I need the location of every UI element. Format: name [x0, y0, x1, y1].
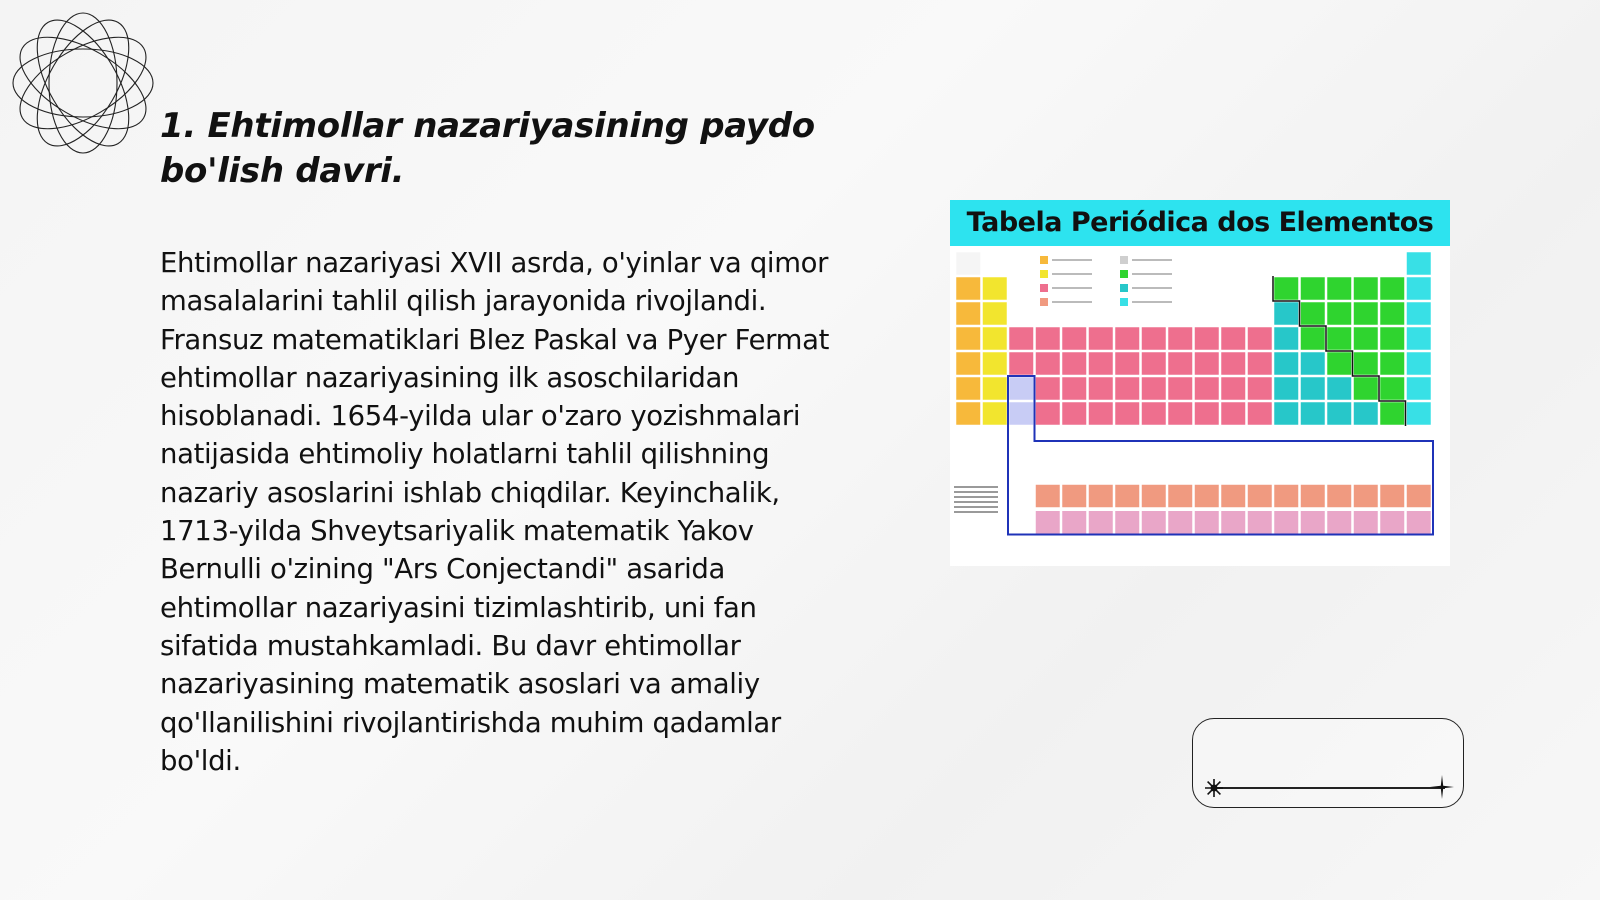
- legend-line: [1052, 273, 1092, 275]
- element-cell: [1301, 511, 1326, 534]
- element-cell: [1089, 485, 1114, 508]
- element-cell: [1354, 485, 1379, 508]
- periodic-table-title: Tabela Periódica dos Elementos: [950, 200, 1450, 246]
- element-cell: [1274, 377, 1299, 400]
- legend-line: [1052, 301, 1092, 303]
- legend-swatch: [1120, 284, 1128, 292]
- caption-line: [954, 501, 998, 503]
- slide-title: 1. Ehtimollar nazariyasining paydo bo'lish davri.: [160, 106, 815, 191]
- element-cell: [1327, 302, 1352, 325]
- element-cell: [1327, 377, 1352, 400]
- element-cell: [956, 327, 981, 350]
- element-cell: [1354, 327, 1379, 350]
- element-cell: [1248, 402, 1273, 425]
- legend-line: [1132, 273, 1172, 275]
- element-cell: [1062, 377, 1087, 400]
- element-cell: [1115, 327, 1140, 350]
- element-cell: [1221, 377, 1246, 400]
- slider-track: [1217, 787, 1445, 789]
- element-cell: [1221, 327, 1246, 350]
- element-cell: [956, 377, 981, 400]
- element-cell: [1354, 402, 1379, 425]
- element-cell: [1407, 252, 1432, 275]
- element-cell: [1407, 352, 1432, 375]
- element-cell: [1301, 485, 1326, 508]
- element-cell: [1380, 377, 1405, 400]
- element-cell: [1407, 277, 1432, 300]
- element-cell: [1168, 377, 1193, 400]
- element-cell: [983, 277, 1008, 300]
- element-cell: [1221, 402, 1246, 425]
- element-cell: [1036, 485, 1061, 508]
- element-cell: [1407, 327, 1432, 350]
- element-cell: [1115, 402, 1140, 425]
- decorative-slider-card: [1192, 718, 1464, 808]
- element-cell: [1407, 485, 1432, 508]
- element-cell: [1380, 302, 1405, 325]
- element-cell: [1009, 327, 1034, 350]
- element-cell: [1380, 352, 1405, 375]
- element-cell: [1036, 327, 1061, 350]
- element-cell: [956, 352, 981, 375]
- element-cell: [1248, 511, 1273, 534]
- element-cell: [1301, 352, 1326, 375]
- element-cell: [1354, 302, 1379, 325]
- element-cell: [1301, 377, 1326, 400]
- element-cell: [1354, 352, 1379, 375]
- slide-body-text: Ehtimollar nazariyasi XVII asrda, o'yinlar va qimor masalalarini tahlil qilish jarayonida rivojlandi. Fransuz matematiklari Blez Paskal va Pyer Fermat ehtimollar nazariyasining ilk asoschilaridan hisoblanadi. 1654-yilda ular o'zaro yozishmalari natijasida ehtimoliy holatlarni tahlil qilishning nazariy asoslarini ishlab chiqdilar. Keyinchalik, 1713-yilda Shveytsariyalik matematik Yakov Bernulli o'zining "Ars Conjectandi" asarida ehtimollar nazariyasini tizimlashtirib, uni fan sifatida mustahkamladi. Bu davr ehtimollar nazariyasining matematik asoslari va amaliy qo'llanilishini rivojlantirishda muhim qadamlar bo'ldi.: [160, 247, 830, 777]
- element-cell: [1274, 327, 1299, 350]
- element-cell: [1407, 402, 1432, 425]
- element-cell: [983, 302, 1008, 325]
- element-cell: [1354, 511, 1379, 534]
- element-cell: [1115, 352, 1140, 375]
- element-cell: [1062, 511, 1087, 534]
- element-cell: [1009, 377, 1034, 400]
- legend-swatch: [1040, 270, 1048, 278]
- element-cell: [1195, 485, 1220, 508]
- element-cell: [1009, 402, 1034, 425]
- element-cell: [1115, 377, 1140, 400]
- element-cell: [1327, 352, 1352, 375]
- element-cell: [1195, 377, 1220, 400]
- element-cell: [1301, 402, 1326, 425]
- element-cell: [1248, 377, 1273, 400]
- element-cell: [956, 302, 981, 325]
- element-cell: [1089, 352, 1114, 375]
- element-cell: [1089, 402, 1114, 425]
- element-cell: [1195, 352, 1220, 375]
- element-cell: [1142, 327, 1167, 350]
- element-cell: [956, 277, 981, 300]
- element-cell: [1195, 402, 1220, 425]
- element-cell: [1327, 511, 1352, 534]
- element-cell: [1142, 352, 1167, 375]
- element-cell: [1301, 302, 1326, 325]
- legend-line: [1052, 287, 1092, 289]
- element-cell: [1115, 511, 1140, 534]
- element-cell: [1221, 485, 1246, 508]
- legend-line: [1132, 259, 1172, 261]
- element-cell: [1407, 377, 1432, 400]
- element-cell: [1142, 485, 1167, 508]
- periodic-table-grid: [950, 246, 1450, 566]
- element-cell: [1274, 302, 1299, 325]
- element-cell: [1062, 485, 1087, 508]
- element-cell: [1142, 511, 1167, 534]
- element-cell: [1248, 352, 1273, 375]
- legend-swatch: [1040, 284, 1048, 292]
- element-cell: [1380, 511, 1405, 534]
- element-cell: [1407, 302, 1432, 325]
- element-cell: [1248, 485, 1273, 508]
- element-cell: [1380, 485, 1405, 508]
- caption-line: [954, 511, 998, 513]
- legend-swatch: [1120, 270, 1128, 278]
- sun-burst-icon: [1203, 777, 1225, 799]
- element-cell: [1089, 511, 1114, 534]
- legend-line: [1132, 287, 1172, 289]
- element-cell: [1036, 402, 1061, 425]
- element-cell: [1195, 511, 1220, 534]
- element-cell: [983, 377, 1008, 400]
- legend-swatch: [1040, 298, 1048, 306]
- element-cell: [1142, 377, 1167, 400]
- legend-line: [1132, 301, 1172, 303]
- element-cell: [1354, 277, 1379, 300]
- element-cell: [1168, 402, 1193, 425]
- element-cell: [1221, 352, 1246, 375]
- element-cell: [1142, 402, 1167, 425]
- element-cell: [1168, 352, 1193, 375]
- element-cell: [1168, 511, 1193, 534]
- element-cell: [1327, 327, 1352, 350]
- caption-line: [954, 496, 998, 498]
- caption-line: [954, 491, 998, 493]
- element-cell: [1274, 511, 1299, 534]
- element-cell: [1168, 485, 1193, 508]
- element-cell: [956, 252, 981, 275]
- element-cell: [1062, 352, 1087, 375]
- element-cell: [1274, 402, 1299, 425]
- element-cell: [1089, 377, 1114, 400]
- element-cell: [1221, 511, 1246, 534]
- caption-line: [954, 506, 998, 508]
- element-cell: [983, 327, 1008, 350]
- legend-swatch: [1120, 298, 1128, 306]
- element-cell: [983, 352, 1008, 375]
- element-cell: [1327, 485, 1352, 508]
- element-cell: [1115, 485, 1140, 508]
- element-cell: [1274, 485, 1299, 508]
- element-cell: [983, 402, 1008, 425]
- legend-swatch: [1040, 256, 1048, 264]
- element-cell: [1274, 277, 1299, 300]
- element-cell: [1036, 377, 1061, 400]
- element-cell: [1380, 277, 1405, 300]
- element-cell: [1327, 277, 1352, 300]
- element-cell: [1009, 352, 1034, 375]
- element-cell: [1168, 327, 1193, 350]
- element-cell: [1407, 511, 1432, 534]
- element-cell: [1380, 402, 1405, 425]
- element-cell: [1354, 377, 1379, 400]
- element-cell: [1036, 352, 1061, 375]
- element-cell: [1327, 402, 1352, 425]
- caption-line: [954, 486, 998, 488]
- element-cell: [1036, 511, 1061, 534]
- element-cell: [956, 402, 981, 425]
- legend-line: [1052, 259, 1092, 261]
- element-cell: [1274, 352, 1299, 375]
- element-cell: [1301, 277, 1326, 300]
- element-cell: [1195, 327, 1220, 350]
- legend-swatch: [1120, 256, 1128, 264]
- sparkle-icon: [1429, 774, 1455, 800]
- element-cell: [1062, 402, 1087, 425]
- element-cell: [1380, 327, 1405, 350]
- element-cell: [1248, 327, 1273, 350]
- element-cell: [1089, 327, 1114, 350]
- interlocking-circles-ornament: [8, 8, 158, 158]
- element-cell: [1301, 327, 1326, 350]
- periodic-table-image: [950, 200, 1450, 566]
- element-cell: [1062, 327, 1087, 350]
